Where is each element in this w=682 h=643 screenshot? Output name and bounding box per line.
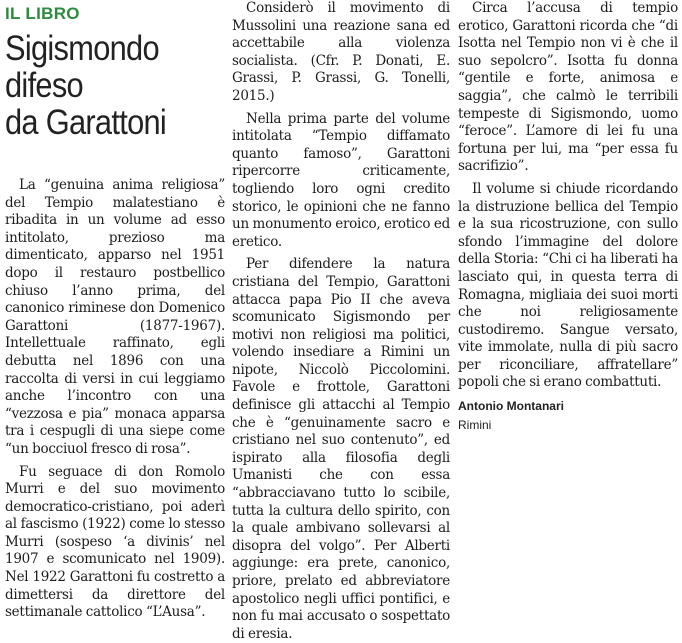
article-headline xyxy=(5,30,166,141)
headline-line-1: Sigismondo xyxy=(5,29,159,68)
paragraph-pio-ii: Per difendere la natura cristiana del Tempio, Garattoni attacca papa Pio II che aveva scomunicato Sigismondo per motivi non religiosi ma politici, volendo insediare a Rimini un nipote, Niccolò Piccolomini. Favole e frottole, Garattoni definisce gli attacchi al Tempio che è “genuinamente sacro e cristiano nel suo contenuto”, ed ispirato alla filosofia degli Umanisti che con essa “abbracciavano tutto lo scibile, tutta la cultura dello spirito, con la quale ambivano sollevarsi al disopra del volgo”. Per Alberti aggiunge: era prete, canonico, priore, prelato ed abbreviatore apostolico negli uffici pontifici, e non fu mai accusato o sospettato di eresia. xyxy=(232,256,450,642)
paragraph-conclusion: Il volume si chiude ricordando la distruzione bellica del Tempio e la sua ricostruzione, con sullo sfondo l’immagine del dolore della Storia: “Chi ci ha liberati ha lasciato qui, in questa terra di Romagna, migliaia dei suoi morti che noi religiosamente custodiremo. Sangue versato, vite immolate, nulla di più sacro per riconciliare, affratellare” popoli che si erano combattuti. xyxy=(458,180,678,391)
paragraph-first-part: Nella prima parte del volume intitolata “Tempio diffamato quanto famoso”, Garattoni ripercorre criticamente, togliendo loro ogni credito storico, le opinioni che ne fanno un monumento eroico, erotico ed eretico. xyxy=(232,110,450,250)
body-text-column-2 xyxy=(232,0,450,643)
body-text-column-3 xyxy=(458,0,678,433)
headline-line-3: da Garattoni xyxy=(5,103,167,142)
author-byline: Antonio Montanari xyxy=(458,399,564,414)
section-label: IL LIBRO xyxy=(5,4,80,23)
paragraph-isotta: Circa l’accusa di tempio erotico, Garattoni ricorda che “di Isotta nel Tempio non vi è che il suo sepolcro”. Isotta fu donna “gentile e forte, animosa e saggia”, che calmò le terribili tempeste di Sigismondo, uomo “feroce”. L’amore di lei fu una fortuna per lui, ma “per essa fu sacrifizio”. xyxy=(458,0,678,175)
author-place: Rimini xyxy=(458,418,492,433)
paragraph-murri: Fu seguace di don Romolo Murri e del suo movimento democratico-cristiano, poi aderì al fascismo (1922) come lo stesso Murri (sospeso ‘a divinis’ nel 1907 e scomunicato nel 1909). Nel 1922 Garattoni fu costretto a dimettersi da direttore del settimanale cattolico “L’Ausa”. xyxy=(5,463,225,621)
headline-line-2: difeso xyxy=(5,66,83,105)
paragraph-mussolini: Considerò il movimento di Mussolini una reazione sana ed accettabile alla violenza socialista. (Cfr. P. Donati, E. Grassi, P. Grassi, G. Tonelli, 2015.) xyxy=(232,0,450,104)
paragraph-intro: La “genuina anima religiosa” del Tempio malatestiano è ribadita in un volume ad esso intitolato, prezioso ma dimenticato, apparso nel 1951 dopo il restauro postbellico chiuso l’anno prima, del canonico riminese don Domenico Garattoni (1877-1967). Intellettuale raffinato, egli debutta nel 1896 con una raccolta di versi in cui leggiamo anche l’incontro con una “vezzosa e pia” monaca apparsa tra i cespugli di una siepe come “un bocciuol fresco di rosa”. xyxy=(5,177,225,457)
body-text-column-1 xyxy=(5,177,225,622)
